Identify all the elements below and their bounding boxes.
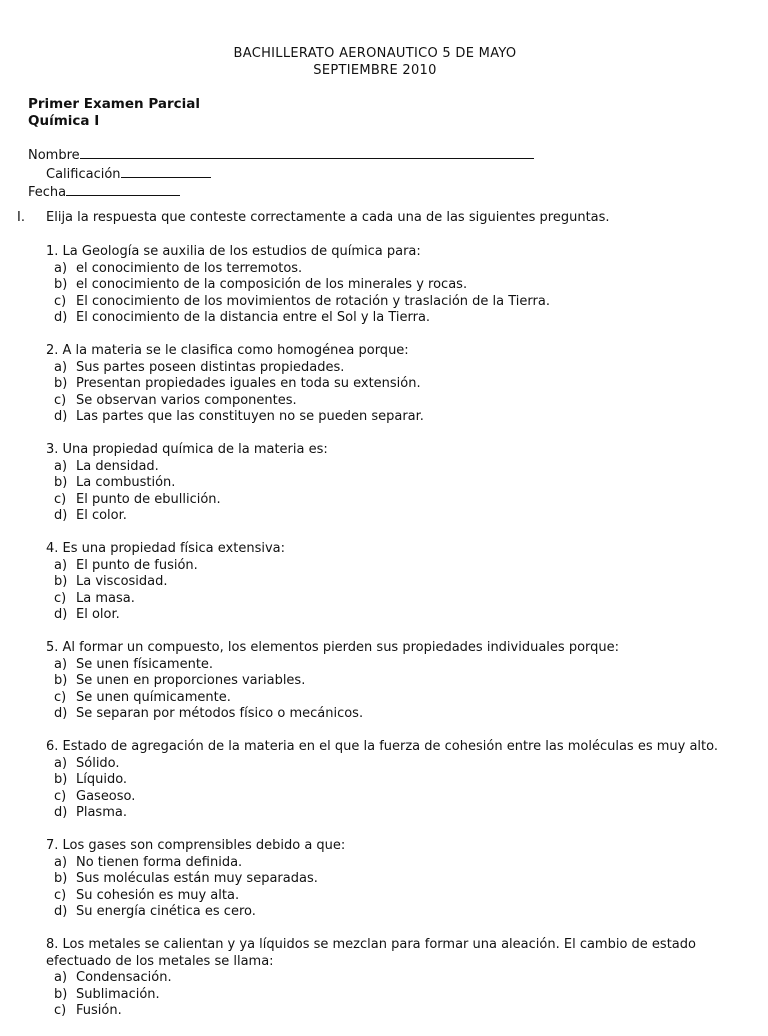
option-list — [46, 459, 726, 525]
question-item — [46, 343, 726, 426]
question-item — [46, 739, 726, 822]
option-text: Sublimación. — [76, 986, 160, 1002]
option-letter: d) — [54, 607, 68, 622]
answer-option[interactable] — [46, 855, 726, 872]
name-blank-line[interactable] — [80, 146, 534, 159]
answer-option[interactable] — [46, 789, 726, 806]
answer-option[interactable] — [46, 277, 726, 294]
option-text: Se separan por métodos físico o mecánicos. — [76, 706, 364, 721]
exam-date: SEPTIEMBRE 2010 — [313, 62, 437, 78]
option-text: Se unen en proporciones variables. — [76, 673, 306, 688]
answer-option[interactable] — [46, 673, 726, 690]
option-list — [46, 657, 726, 723]
option-list — [46, 558, 726, 624]
option-text: El olor. — [76, 607, 120, 622]
answer-option[interactable] — [46, 360, 726, 377]
option-text: el conocimiento de la composición de los minerales y rocas. — [76, 277, 468, 292]
option-letter: b) — [54, 475, 68, 490]
question-item — [46, 541, 726, 624]
option-letter: b) — [54, 376, 68, 391]
option-letter: c) — [54, 590, 67, 606]
answer-option[interactable] — [46, 492, 726, 509]
option-letter: c) — [54, 491, 67, 507]
option-text: La densidad. — [76, 458, 159, 474]
option-text: El color. — [76, 508, 127, 523]
option-text: Fusión. — [76, 1003, 122, 1018]
option-letter: a) — [54, 458, 68, 474]
answer-option[interactable] — [46, 607, 726, 624]
date-label: Fecha — [28, 185, 67, 200]
option-letter: a) — [54, 656, 68, 672]
option-letter: b) — [54, 574, 68, 589]
option-letter: d) — [54, 706, 68, 721]
option-text: La masa. — [76, 590, 135, 606]
document-header — [0, 46, 750, 79]
option-letter: a) — [54, 755, 68, 771]
option-text: Condensación. — [76, 970, 172, 985]
option-text: Gaseoso. — [76, 788, 136, 804]
answer-option[interactable] — [46, 690, 726, 707]
option-text: Sus moléculas están muy separadas. — [76, 871, 318, 886]
option-text: Su cohesión es muy alta. — [76, 887, 240, 903]
option-letter: c) — [54, 1003, 67, 1018]
option-text: El conocimiento de la distancia entre el Sol y la Tierra. — [76, 310, 431, 325]
option-list — [46, 855, 726, 921]
answer-option[interactable] — [46, 310, 726, 327]
answer-option[interactable] — [46, 756, 726, 773]
question-text: 8. Los metales se calientan y ya líquidos se mezclan para formar una aleación. El cambio de estado efectuado de los metales se llama: — [46, 937, 696, 969]
answer-option[interactable] — [46, 706, 726, 723]
student-fields — [28, 146, 534, 202]
grade-blank-line[interactable] — [121, 165, 211, 178]
option-letter: c) — [54, 392, 67, 408]
option-letter: a) — [54, 970, 68, 985]
option-text: Se observan varios componentes. — [76, 392, 297, 408]
question-item — [46, 244, 726, 327]
name-label: Nombre — [28, 148, 80, 163]
question-text: 2. A la materia se le clasifica como homogénea porque: — [46, 343, 409, 358]
question-text: 4. Es una propiedad física extensiva: — [46, 541, 286, 556]
option-letter: d) — [54, 310, 68, 325]
option-text: Se unen físicamente. — [76, 656, 214, 672]
option-letter: b) — [54, 986, 68, 1002]
answer-option[interactable] — [46, 871, 726, 888]
option-letter: d) — [54, 904, 68, 919]
option-text: Sólido. — [76, 755, 120, 771]
date-blank-line[interactable] — [66, 183, 180, 196]
option-letter: a) — [54, 557, 68, 573]
question-text: 5. Al formar un compuesto, los elementos pierden sus propiedades individuales porque: — [46, 640, 620, 655]
exam-subject: Química I — [28, 113, 100, 129]
section-number: I. — [17, 210, 25, 225]
answer-option[interactable] — [46, 475, 726, 492]
option-letter: d) — [54, 805, 68, 820]
option-letter: d) — [54, 409, 68, 424]
answer-option[interactable] — [46, 772, 726, 789]
option-text: Líquido. — [76, 772, 128, 787]
option-text: Su energía cinética es cero. — [76, 904, 256, 919]
option-text: El conocimiento de los movimientos de rotación y traslación de la Tierra. — [76, 293, 550, 309]
option-text: Las partes que las constituyen no se pueden separar. — [76, 409, 424, 424]
option-list — [46, 360, 726, 426]
section-instructions — [17, 210, 610, 227]
question-item — [46, 838, 726, 921]
exam-title: Primer Examen Parcial — [28, 96, 200, 112]
option-text: La combustión. — [76, 475, 176, 490]
option-letter: a) — [54, 260, 68, 276]
option-text: No tienen forma definida. — [76, 854, 243, 870]
question-item — [46, 640, 726, 723]
answer-option[interactable] — [46, 508, 726, 525]
exam-title-block — [28, 96, 200, 130]
grade-field — [28, 165, 534, 184]
option-letter: b) — [54, 871, 68, 886]
question-text: 6. Estado de agregación de la materia en el que la fuerza de cohesión entre las moléculas es muy alto. — [46, 739, 718, 754]
question-text: 1. La Geología se auxilia de los estudios de química para: — [46, 244, 421, 259]
answer-option[interactable] — [46, 904, 726, 921]
instructions-text: Elija la respuesta que conteste correctamente a cada una de las siguientes preguntas. — [46, 210, 610, 225]
question-item — [46, 442, 726, 525]
answer-option[interactable] — [46, 591, 726, 608]
answer-option[interactable] — [46, 805, 726, 822]
option-letter: a) — [54, 359, 68, 375]
option-text: Plasma. — [76, 805, 127, 820]
option-list — [46, 756, 726, 822]
option-letter: c) — [54, 887, 67, 903]
answer-option[interactable] — [46, 261, 726, 278]
date-field — [28, 183, 534, 202]
answer-option[interactable] — [46, 558, 726, 575]
option-letter: c) — [54, 293, 67, 309]
option-text: Se unen químicamente. — [76, 689, 231, 705]
question-list — [46, 244, 726, 1036]
name-field — [28, 146, 534, 165]
answer-option[interactable] — [46, 987, 726, 1004]
option-text: El punto de fusión. — [76, 557, 198, 573]
answer-option[interactable] — [46, 888, 726, 905]
option-letter: c) — [54, 689, 67, 705]
answer-option[interactable] — [46, 574, 726, 591]
option-text: Sus partes poseen distintas propiedades. — [76, 359, 345, 375]
question-text: 7. Los gases son comprensibles debido a que: — [46, 838, 346, 853]
question-item — [46, 937, 726, 1020]
option-text: La viscosidad. — [76, 574, 168, 589]
option-list — [46, 261, 726, 327]
school-name: BACHILLERATO AERONAUTICO 5 DE MAYO — [233, 46, 517, 61]
answer-option[interactable] — [46, 459, 726, 476]
option-letter: d) — [54, 508, 68, 523]
answer-option[interactable] — [46, 393, 726, 410]
option-text: el conocimiento de los terremotos. — [76, 260, 303, 276]
answer-option[interactable] — [46, 294, 726, 311]
answer-option[interactable] — [46, 657, 726, 674]
option-letter: b) — [54, 772, 68, 787]
answer-option[interactable] — [46, 376, 726, 393]
option-text: El punto de ebullición. — [76, 491, 221, 507]
option-letter: a) — [54, 854, 68, 870]
question-text: 3. Una propiedad química de la materia es: — [46, 442, 328, 457]
option-letter: b) — [54, 673, 68, 688]
option-letter: c) — [54, 788, 67, 804]
answer-option[interactable] — [46, 1003, 726, 1020]
answer-option[interactable] — [46, 409, 726, 426]
answer-option[interactable] — [46, 970, 726, 987]
option-list — [46, 970, 726, 1020]
option-letter: b) — [54, 277, 68, 292]
option-text: Presentan propiedades iguales en toda su extensión. — [76, 376, 421, 391]
grade-label: Calificación — [46, 166, 121, 182]
